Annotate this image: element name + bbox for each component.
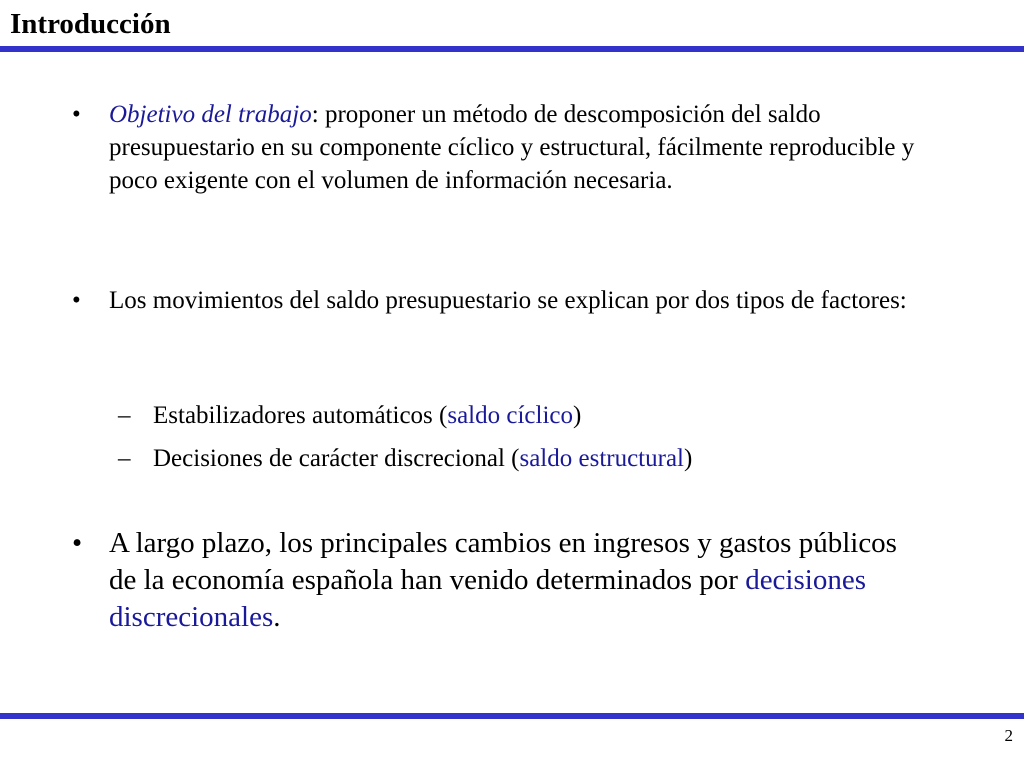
bottom-divider [0, 713, 1024, 719]
bullet-marker: • [72, 101, 81, 128]
bullet-marker: • [72, 287, 81, 314]
sub-bullet-marker: – [118, 445, 131, 472]
sub-bullet-text [153, 399, 581, 432]
objective-body: : proponer un método de descomposición del saldo presupuestario en su componente cíclico y estructural, fácilmente reproducible y poco exigente con el volumen de información necesaria. [109, 101, 915, 194]
slide-title: Introducción [10, 8, 171, 40]
long-term-body: A largo plazo, los principales cambios en ingresos y gastos públicos de la economía española han venido determinados por [109, 527, 897, 596]
bullet-marker: • [72, 527, 83, 559]
sub-bullet-suffix: ) [573, 402, 582, 429]
bullet-text: Los movimientos del saldo presupuestario se explican por dos tipos de factores: [109, 287, 907, 314]
sub-bullet-highlight: saldo estructural [519, 445, 684, 472]
top-divider [0, 46, 1024, 52]
sub-bullet-prefix: Estabilizadores automáticos ( [153, 402, 448, 429]
long-term-suffix: . [273, 601, 281, 633]
sub-bullet-suffix: ) [684, 445, 693, 472]
sub-bullet-text [153, 442, 692, 475]
bullet-text [109, 525, 929, 636]
sub-bullet-highlight: saldo cíclico [447, 402, 574, 429]
objective-lead: Objetivo del trabajo [109, 101, 312, 128]
bullet-text [109, 98, 929, 197]
sub-bullet-prefix: Decisiones de carácter discrecional ( [153, 445, 520, 472]
long-term-highlight: decisiones discrecionales [109, 564, 866, 633]
page-number: 2 [1004, 726, 1013, 745]
sub-bullet-marker: – [118, 402, 131, 429]
